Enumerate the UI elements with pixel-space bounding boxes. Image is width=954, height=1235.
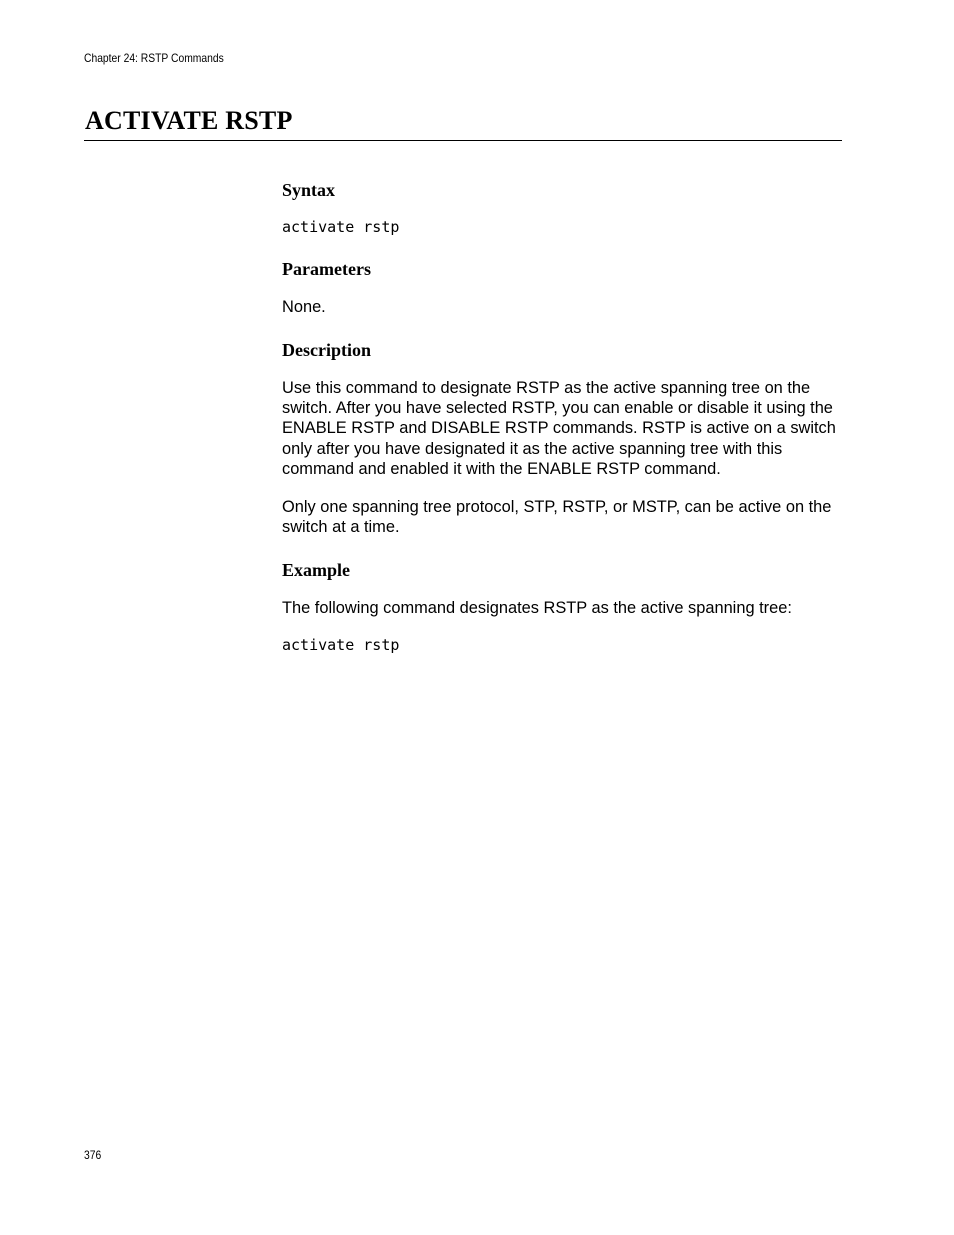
description-paragraph: Only one spanning tree protocol, STP, RSTP, or MSTP, can be active on the switch at a time. [282, 498, 832, 537]
example-heading: Example [282, 560, 351, 580]
example-code: activate rstp [282, 636, 400, 654]
parameters-heading: Parameters [282, 259, 371, 279]
page-title: ACTIVATE RSTP [85, 106, 293, 135]
page-number: 376 [84, 1148, 102, 1162]
syntax-code: activate rstp [282, 218, 400, 236]
parameters-text: None. [282, 298, 326, 316]
title-divider [84, 140, 842, 141]
description-paragraph: Use this command to designate RSTP as the active spanning tree on the switch. After you have selected RSTP, you can enable or disable it using the ENABLE RSTP and DISABLE RSTP commands. RSTP is active on a switch only after you have designated it as the active spanning tree with this command and enabled it with the ENABLE RSTP command. [282, 379, 836, 478]
running-header: Chapter 24: RSTP Commands [84, 51, 224, 65]
syntax-heading: Syntax [282, 180, 336, 200]
description-heading: Description [282, 340, 371, 360]
example-text: The following command designates RSTP as the active spanning tree: [282, 599, 792, 617]
